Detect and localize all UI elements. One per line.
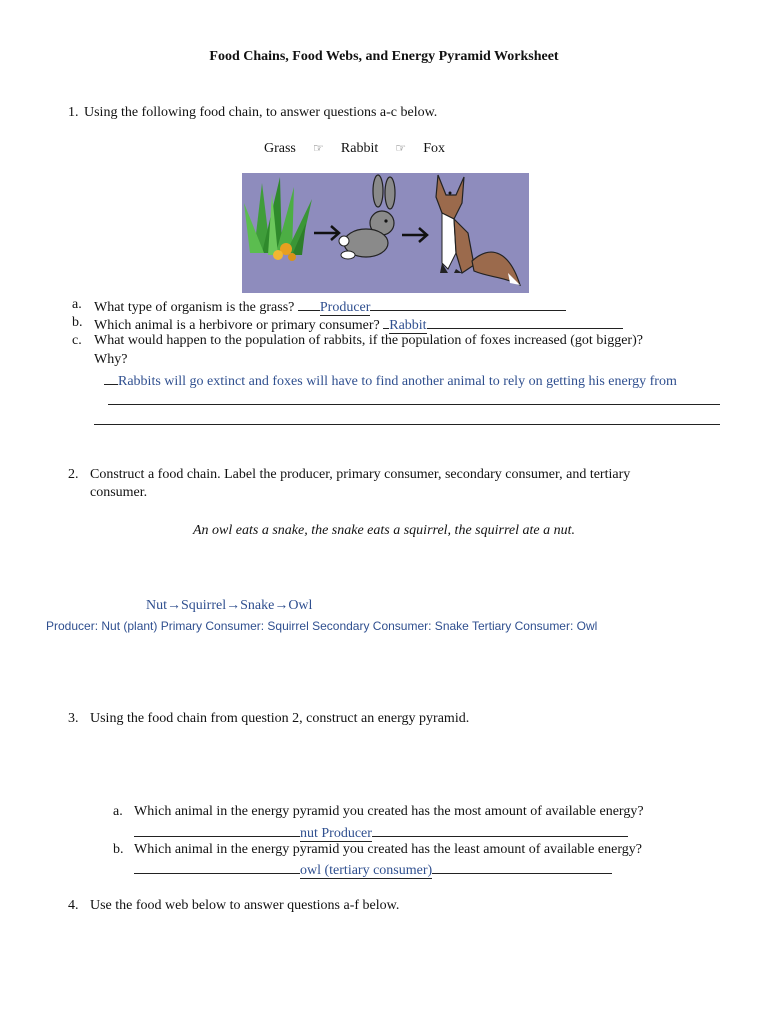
q1a-question: What type of organism is the grass? [94, 300, 295, 315]
q3-number: 3. [68, 711, 79, 726]
q1b-answer[interactable]: Rabbit [389, 318, 427, 333]
q4-prompt: Use the food web below to answer questions a-f below. [90, 898, 400, 913]
q3a-question: Which animal in the energy pyramid you created has the most amount of available energy? [134, 804, 644, 819]
q2-answer-labels[interactable]: Producer: Nut (plant) Primary Consumer: Squirrel Secondary Consumer: Snake Tertiary Consumer: Owl [46, 619, 598, 633]
q1c-question: What would happen to the population of rabbits, if the population of foxes increased (got bigger)? [94, 333, 643, 348]
q1-prompt: Using the following food chain, to answer questions a-c below. [84, 105, 438, 120]
q3-prompt: Using the food chain from question 2, construct an energy pyramid. [90, 711, 470, 726]
q4-number: 4. [68, 898, 79, 913]
q3b-letter: b. [113, 842, 124, 857]
q3a-letter: a. [113, 804, 123, 819]
q2-prompt-line1: Construct a food chain. Label the producer, primary consumer, secondary consumer, and tertiary [90, 467, 631, 482]
q2-number: 2. [68, 467, 79, 482]
q1a-answer[interactable]: Producer [319, 300, 371, 315]
chain-fox: Fox [423, 141, 446, 156]
food-chain-illustration [242, 173, 529, 293]
q1b-letter: b. [72, 315, 83, 330]
pointing-hand-icon: ☞ [395, 141, 407, 155]
q1a-letter: a. [72, 297, 82, 312]
chain-rabbit: Rabbit [340, 141, 379, 156]
pointing-hand-icon: ☞ [313, 141, 324, 155]
q3b-question: Which animal in the energy pyramid you created has the least amount of available energy? [134, 842, 642, 857]
q3b-answer-line [134, 859, 612, 880]
q2-scenario: An owl eats a snake, the snake eats a squirrel, the squirrel ate a nut. [193, 523, 575, 538]
food-chain-text [264, 139, 445, 158]
q2-answer-chain[interactable]: Nut→Squirrel→Snake→Owl [146, 598, 313, 613]
q3a-answer-line [134, 822, 628, 843]
q1c-answer-line [104, 370, 677, 391]
q1c-answer[interactable]: Rabbits will go extinct and foxes will have to find another animal to rely on getting his energy from [118, 374, 677, 389]
worksheet-title: Food Chains, Food Webs, and Energy Pyramid Worksheet [209, 49, 559, 64]
q1c-letter: c. [72, 333, 82, 348]
answer-line [94, 424, 720, 425]
q2-prompt-line2: consumer. [90, 485, 148, 500]
chain-grass: Grass [264, 141, 296, 156]
q1c-why: Why? [94, 352, 128, 367]
q3a-answer[interactable]: nut Producer [300, 826, 372, 841]
q3b-answer[interactable]: owl (tertiary consumer) [300, 863, 433, 878]
q1-number: 1. [68, 105, 79, 120]
q1b-question: Which animal is a herbivore or primary consumer? [94, 318, 380, 333]
answer-line [108, 404, 720, 405]
